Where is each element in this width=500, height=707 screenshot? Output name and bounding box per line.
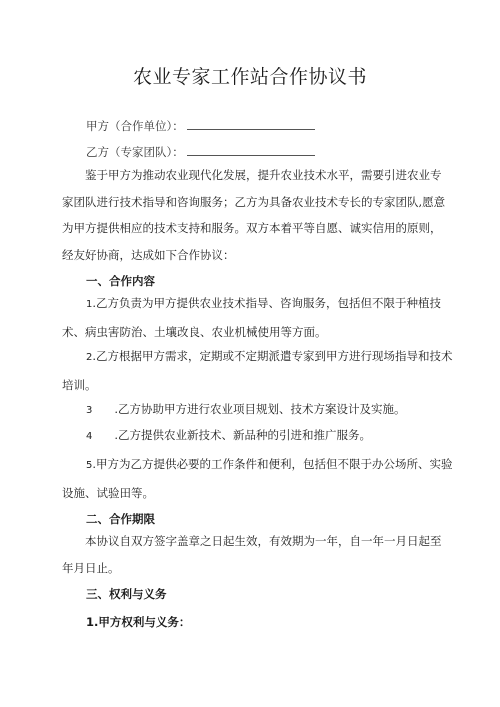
section-3-heading: 三、权利与义务 <box>86 587 167 601</box>
item-text: .乙方根据甲方需求，定期或不定期派遣专家到甲方进行现场指导和技术培训。 <box>62 349 453 392</box>
item-text: .乙方协助甲方进行农业项目规划、技术方案设计及实施。 <box>114 402 406 416</box>
item-text: .甲方为乙方提供必要的工作条件和便利，包括但不限于办公场所、实验设施、试验田等。 <box>62 457 453 500</box>
party-a-line <box>86 118 315 134</box>
section-2-paragraph: 本协议自双方签字盖章之日起生效，有效期为一年，自一年一月日起至年月日止。 <box>62 534 442 575</box>
document-title: 农业专家工作站合作协议书 <box>132 66 367 88</box>
party-a-label: 甲方（合作单位）： <box>86 119 184 133</box>
party-b-label: 乙方（专家团队）： <box>86 145 184 159</box>
item-number: 2 <box>86 352 93 363</box>
section-1-item-1 <box>62 290 454 345</box>
party-a-blank <box>187 120 315 130</box>
item-number: 1 <box>86 299 93 310</box>
section-2-heading: 二、合作期限 <box>86 512 155 526</box>
subheading-text: .甲方权利与义务： <box>94 615 191 629</box>
section-1-item-5 <box>62 451 454 506</box>
item-text: .乙方负责为甲方提供农业技术指导、咨询服务，包括但不限于种植技术、病虫害防治、土壤改良、农业机械使用等方面。 <box>62 296 442 339</box>
item-text: .乙方提供农业新技术、新品种的引进和推广服务。 <box>114 428 372 442</box>
section-1-item-3 <box>62 396 454 425</box>
intro-paragraph: 鉴于甲方为推动农业现代化发展，提升农业技术水平，需要引进农业专家团队进行技术指导和咨询服务；乙方为具备农业技术专长的专家团队,愿意为甲方提供相应的技术支持和服务。双方本着平等自愿、诚实信用的原则，经友好协商，达成如下合作协议： <box>62 168 446 262</box>
party-b-line <box>86 144 315 160</box>
party-b-blank <box>187 146 315 156</box>
section-1-item-2 <box>62 343 454 398</box>
item-number: 4 <box>86 431 93 442</box>
subheading-number: 1 <box>86 615 95 629</box>
section-3-subheading <box>86 614 190 630</box>
item-number: 5 <box>86 460 93 471</box>
section-1-heading: 一、合作内容 <box>86 274 155 288</box>
item-number: 3 <box>86 405 93 416</box>
section-1-item-4 <box>62 422 454 451</box>
